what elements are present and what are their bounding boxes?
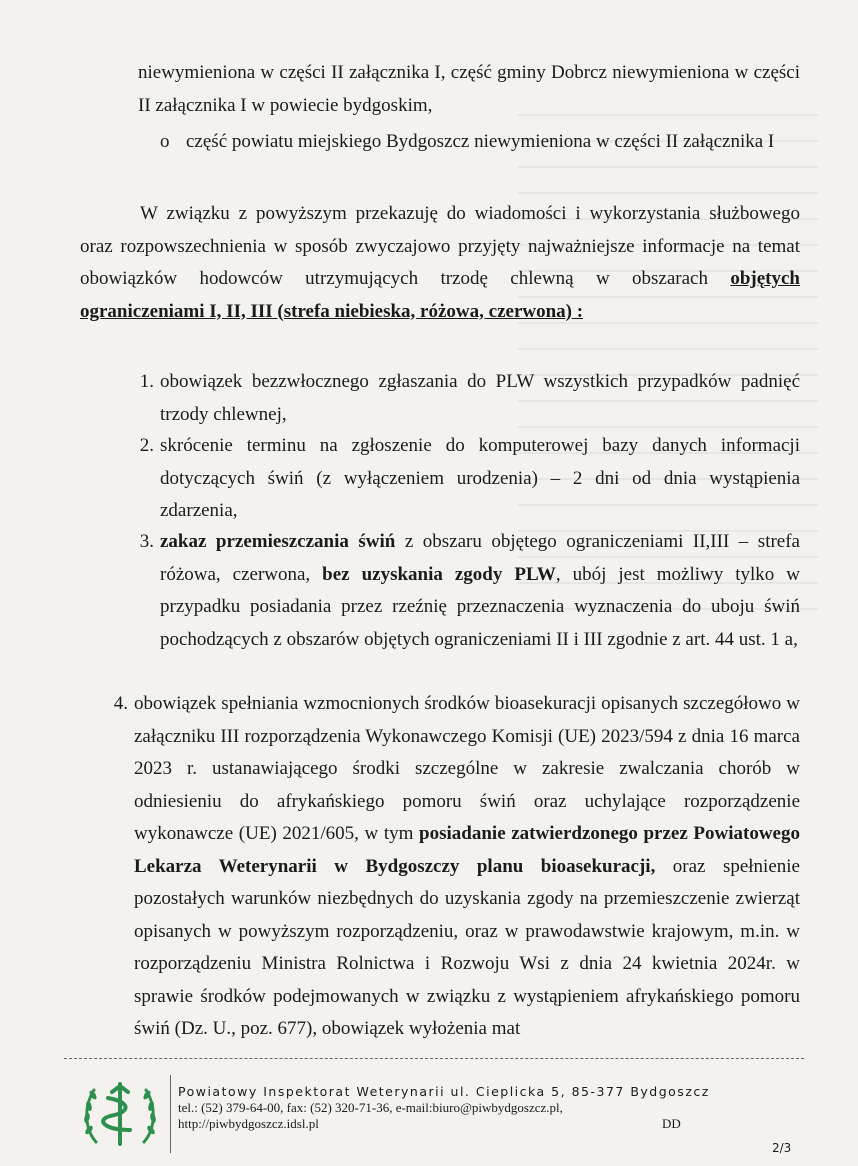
obligation-number: 2.: [139, 435, 154, 456]
footer-phone-email: tel.: (52) 379-64-00, fax: (52) 320-71-36, e-mail:biuro@piwbydgoszcz.pl,: [178, 1100, 563, 1115]
intro-continuation: niewymieniona w części II załącznika I, część gminy Dobrcz niewymieniona w części II załącznika I w powiecie bydgoskim,: [138, 62, 800, 116]
obligation-text: [160, 526, 800, 656]
obligation-text-part: oraz spełnienie pozostałych warunków niezbędnych do uzyskania zgody na przemieszczenie zwierząt opisanych w powyższym rozporządzeniu, oraz w prawodawstwie krajowym, m.in. w rozporządzeniu Ministra Rolnictwa i Rozwoju Wsi z dnia 24 kwietnia 2024r. w sprawie środków podejmowanych w związku z wystąpieniem afrykańskiego pomoru świń (Dz. U., poz. 677), obowiązek wyłożenia mat: [134, 855, 800, 1039]
bullet-item: [160, 126, 800, 159]
main-emphasis: objętych ograniczeniami I, II, III (strefa niebieska, różowa, czerwona) :: [80, 268, 800, 322]
footer-contact: [178, 1083, 778, 1132]
obligation-text-part: z obszaru objętego ograniczeniami II,III – strefa różowa, czerwona,: [160, 531, 800, 585]
obligation-text-part: , ubój jest możliwy tylko w przypadku posiadania przez rzeźnię przeznaczenia wyznaczenia do uboju świń pochodzących z obszarów objętych ograniczeniami II i III zgodnie z art. 44 ust. 1 a,: [160, 563, 801, 650]
obligation-number: 4.: [113, 693, 128, 714]
veterinary-logo-icon: [78, 1072, 162, 1156]
bullet-text: część powiatu miejskiego Bydgoszcz niewymieniona w części II załącznika I: [186, 131, 775, 152]
obligation-text: skrócenie terminu na zgłoszenie do komputerowej bazy danych informacji dotyczących świń (z wyłączeniem urodzenia) – 2 dni od dnia wystąpienia zdarzenia,: [160, 435, 800, 521]
obligation-bold-plw-consent: bez uzyskania zgody PLW: [322, 563, 556, 585]
footer-address: Powiatowy Inspektorat Weterynarii ul. Cieplicka 5, 85-377 Bydgoszcz: [178, 1084, 710, 1099]
author-initials: DD: [662, 1116, 681, 1131]
obligation-number: 3.: [139, 531, 154, 552]
page-number: 2/3: [772, 1141, 792, 1155]
obligation-bold-movement-ban: zakaz przemieszczania świń: [160, 531, 396, 552]
footer-vertical-divider: [170, 1075, 171, 1153]
obligation-text: [134, 688, 800, 1046]
obligation-text-part: obowiązek spełniania wzmocnionych środków bioasekuracji opisanych szczegółowo w załączniku III rozporządzenia Wykonawczego Komisji (UE) 2023/594 z dnia 16 marca 2023 r. ustanawiającego środki szczególne w zakresie zwalczania chorób w odniesieniu do afrykańskiego pomoru świń oraz uchylające rozporządzenie wykonawcze (UE) 2021/605, w tym: [134, 693, 800, 844]
footer-website: http://piwbydgoszcz.idsl.pl: [178, 1116, 319, 1131]
footer-separator: [64, 1058, 804, 1059]
obligation-text: obowiązek bezzwłocznego zgłaszania do PLW wszystkich przypadków padnięć trzody chlewnej,: [160, 371, 800, 425]
obligation-bold-biosecurity-plan: posiadanie zatwierdzonego przez Powiatowego Lekarza Weterynarii w Bydgoszczy planu bioasekuracji,: [134, 823, 800, 877]
main-lead: W związku z powyższym przekazuję do wiadomości i wykorzystania służbowego oraz rozpowszechnienia w sposób zwyczajowo przyjęty najważniejsze informacje na temat obowiązków hodowców utrzymujących trzodę chlewną w obszarach: [80, 203, 800, 289]
obligation-number: 1.: [139, 371, 154, 392]
main-paragraph: [80, 198, 800, 328]
bullet-marker: o: [160, 131, 170, 152]
